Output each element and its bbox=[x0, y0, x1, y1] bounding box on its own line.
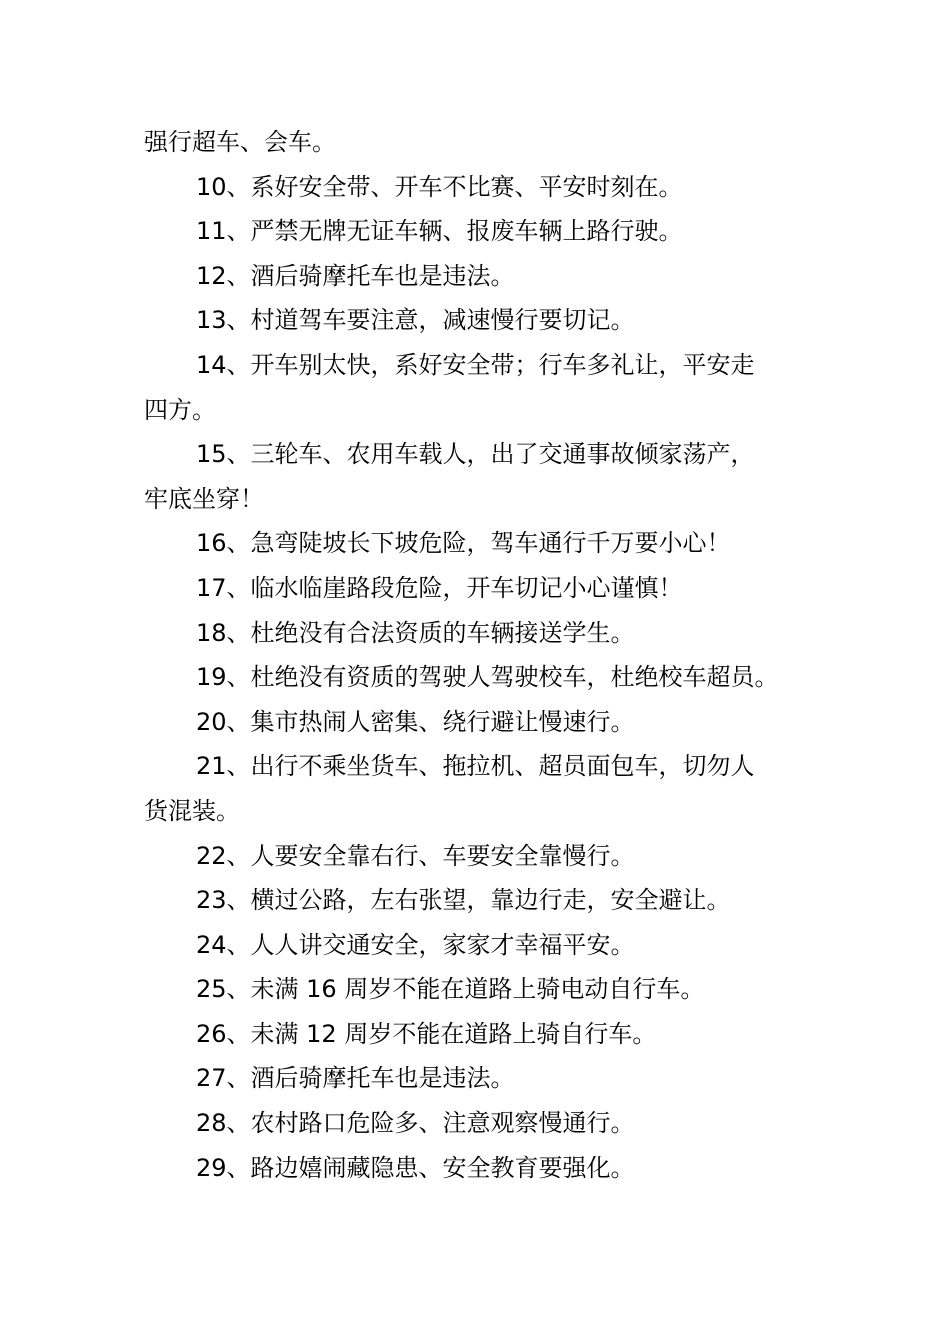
list-item-22: 22、人要安全靠右行、车要安全靠慢行。 bbox=[196, 841, 635, 870]
list-item-28: 28、农村路口危险多、注意观察慢通行。 bbox=[196, 1109, 635, 1138]
list-item-27: 27、酒后骑摩托车也是违法。 bbox=[196, 1064, 515, 1093]
list-item-21-continuation: 货混装。 bbox=[144, 796, 240, 825]
list-item-29: 29、路边嬉闹藏隐患、安全教育要强化。 bbox=[196, 1153, 635, 1182]
list-item-24: 24、人人讲交通安全，家家才幸福平安。 bbox=[196, 930, 635, 959]
list-item-13: 13、村道驾车要注意，减速慢行要切记。 bbox=[196, 306, 635, 335]
list-item-26: 26、未满 12 周岁不能在道路上骑自行车。 bbox=[196, 1019, 657, 1048]
list-item-19: 19、杜绝没有资质的驾驶人驾驶校车，杜绝校车超员。 bbox=[196, 663, 779, 692]
list-item-12: 12、酒后骑摩托车也是违法。 bbox=[196, 261, 515, 290]
list-item-14: 14、开车别太快，系好安全带；行车多礼让，平安走 bbox=[196, 350, 755, 379]
paragraph-continuation: 强行超车、会车。 bbox=[144, 128, 336, 156]
list-item-23: 23、横过公路，左右张望，靠边行走，安全避让。 bbox=[196, 886, 731, 915]
list-item-14-continuation: 四方。 bbox=[144, 395, 216, 424]
list-item-17: 17、临水临崖路段危险，开车切记小心谨慎！ bbox=[196, 573, 683, 602]
list-item-10: 10、系好安全带、开车不比赛、平安时刻在。 bbox=[196, 172, 683, 201]
list-item-20: 20、集市热闹人密集、绕行避让慢速行。 bbox=[196, 707, 635, 736]
list-item-25: 25、未满 16 周岁不能在道路上骑电动自行车。 bbox=[196, 975, 705, 1004]
list-item-21: 21、出行不乘坐货车、拖拉机、超员面包车，切勿人 bbox=[196, 752, 755, 781]
list-item-16: 16、急弯陡坡长下坡危险，驾车通行千万要小心！ bbox=[196, 529, 731, 558]
list-item-15: 15、三轮车、农用车载人，出了交通事故倾家荡产， bbox=[196, 440, 755, 469]
document-body bbox=[144, 120, 810, 1190]
list-item-11: 11、严禁无牌无证车辆、报废车辆上路行驶。 bbox=[196, 217, 683, 246]
list-item-15-continuation: 牢底坐穿！ bbox=[144, 484, 264, 513]
list-item-18: 18、杜绝没有合法资质的车辆接送学生。 bbox=[196, 618, 635, 647]
